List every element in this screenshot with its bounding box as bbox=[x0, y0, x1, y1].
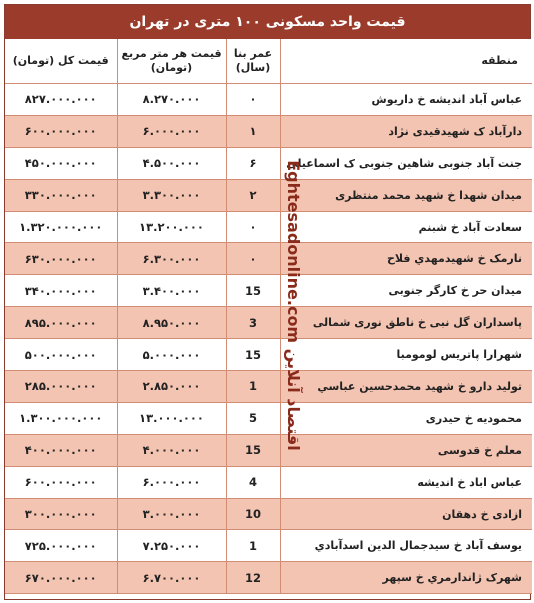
cell-price-per-m: ۱۳.۲۰۰.۰۰۰ bbox=[117, 211, 226, 243]
cell-age: 4 bbox=[226, 466, 280, 498]
table-row bbox=[5, 275, 532, 307]
cell-price-per-m: ۲.۸۵۰.۰۰۰ bbox=[117, 371, 226, 403]
table-row bbox=[5, 147, 532, 179]
cell-total-price: ۱.۳۰۰.۰۰۰.۰۰۰ bbox=[5, 402, 117, 434]
cell-age: 10 bbox=[226, 498, 280, 530]
cell-region: سعادت آباد خ شبنم bbox=[280, 211, 532, 243]
cell-region: یوسف آباد خ سیدجمال الدین اسدآبادي bbox=[280, 530, 532, 562]
cell-region: شهرارا پاتریس لومومبا bbox=[280, 339, 532, 371]
cell-age: 5 bbox=[226, 402, 280, 434]
cell-price-per-m: ۵.۰۰۰.۰۰۰ bbox=[117, 339, 226, 371]
cell-total-price: ۴۰۰.۰۰۰.۰۰۰ bbox=[5, 434, 117, 466]
cell-total-price: ۶۰۰.۰۰۰.۰۰۰ bbox=[5, 466, 117, 498]
cell-age: ۰ bbox=[226, 243, 280, 275]
cell-region: محمودیه خ حیدری bbox=[280, 402, 532, 434]
header-region: منطقه bbox=[280, 39, 532, 84]
cell-age: ۰ bbox=[226, 211, 280, 243]
cell-price-per-m: ۳.۴۰۰.۰۰۰ bbox=[117, 275, 226, 307]
table-row bbox=[5, 562, 532, 594]
table-row bbox=[5, 84, 532, 116]
cell-region: میدان حر خ کارگر جنوبی bbox=[280, 275, 532, 307]
cell-age: ۲ bbox=[226, 179, 280, 211]
cell-price-per-m: ۱۳.۰۰۰.۰۰۰ bbox=[117, 402, 226, 434]
cell-total-price: ۴۵۰.۰۰۰.۰۰۰ bbox=[5, 147, 117, 179]
table-row bbox=[5, 530, 532, 562]
cell-age: 15 bbox=[226, 339, 280, 371]
cell-age: 1 bbox=[226, 371, 280, 403]
cell-price-per-m: ۳.۰۰۰.۰۰۰ bbox=[117, 498, 226, 530]
cell-total-price: ۵۰۰.۰۰۰.۰۰۰ bbox=[5, 339, 117, 371]
header-age: عمر بنا (سال) bbox=[226, 39, 280, 84]
cell-age: 3 bbox=[226, 307, 280, 339]
cell-total-price: ۸۹۵.۰۰۰.۰۰۰ bbox=[5, 307, 117, 339]
cell-total-price: ۶۳۰.۰۰۰.۰۰۰ bbox=[5, 243, 117, 275]
cell-total-price: ۲۸۵.۰۰۰.۰۰۰ bbox=[5, 371, 117, 403]
cell-price-per-m: ۴.۰۰۰.۰۰۰ bbox=[117, 434, 226, 466]
cell-price-per-m: ۸.۲۷۰.۰۰۰ bbox=[117, 84, 226, 116]
cell-region: میدان شهدا خ شهید محمد منتظری bbox=[280, 179, 532, 211]
cell-total-price: ۷۲۵.۰۰۰.۰۰۰ bbox=[5, 530, 117, 562]
cell-age: 12 bbox=[226, 562, 280, 594]
cell-age: ۶ bbox=[226, 147, 280, 179]
cell-age: 15 bbox=[226, 434, 280, 466]
cell-region: شهرک ژاندارمري خ سپهر bbox=[280, 562, 532, 594]
cell-age: ۰ bbox=[226, 84, 280, 116]
cell-total-price: ۸۲۷.۰۰۰.۰۰۰ bbox=[5, 84, 117, 116]
table-row bbox=[5, 402, 532, 434]
table-header-row bbox=[5, 39, 532, 84]
table-row bbox=[5, 339, 532, 371]
table-row bbox=[5, 498, 532, 530]
cell-total-price: ۱.۳۲۰.۰۰۰.۰۰۰ bbox=[5, 211, 117, 243]
price-table bbox=[5, 39, 532, 594]
table-row bbox=[5, 211, 532, 243]
cell-region: تولید دارو خ شهید محمدحسین عباسي bbox=[280, 371, 532, 403]
cell-total-price: ۶۰۰.۰۰۰.۰۰۰ bbox=[5, 115, 117, 147]
table-row bbox=[5, 243, 532, 275]
table-row bbox=[5, 466, 532, 498]
table-row bbox=[5, 371, 532, 403]
cell-region: پاسداران گل نبی خ ناطق نوری شمالی bbox=[280, 307, 532, 339]
table-row bbox=[5, 115, 532, 147]
cell-price-per-m: ۷.۲۵۰.۰۰۰ bbox=[117, 530, 226, 562]
cell-region: عباس آباد اندیشه خ داریوش bbox=[280, 84, 532, 116]
cell-region: معلم خ قدوسی bbox=[280, 434, 532, 466]
cell-region: جنت آباد جنوبی شاهین جنوبی ک اسماعیلی bbox=[280, 147, 532, 179]
cell-region: عباس اباد خ اندیشه bbox=[280, 466, 532, 498]
header-price-per-m: قیمت هر متر مربع (تومان) bbox=[117, 39, 226, 84]
cell-price-per-m: ۶.۰۰۰.۰۰۰ bbox=[117, 466, 226, 498]
price-table-card bbox=[4, 4, 531, 600]
cell-total-price: ۶۷۰.۰۰۰.۰۰۰ bbox=[5, 562, 117, 594]
cell-age: 1 bbox=[226, 530, 280, 562]
cell-total-price: ۳۴۰.۰۰۰.۰۰۰ bbox=[5, 275, 117, 307]
cell-total-price: ۳۰۰.۰۰۰.۰۰۰ bbox=[5, 498, 117, 530]
cell-region: ازادی خ دهقان bbox=[280, 498, 532, 530]
table-row bbox=[5, 179, 532, 211]
cell-price-per-m: ۳.۳۰۰.۰۰۰ bbox=[117, 179, 226, 211]
cell-total-price: ۳۳۰.۰۰۰.۰۰۰ bbox=[5, 179, 117, 211]
cell-price-per-m: ۶.۷۰۰.۰۰۰ bbox=[117, 562, 226, 594]
cell-price-per-m: ۶.۰۰۰.۰۰۰ bbox=[117, 115, 226, 147]
cell-price-per-m: ۸.۹۵۰.۰۰۰ bbox=[117, 307, 226, 339]
table-row bbox=[5, 434, 532, 466]
cell-price-per-m: ۶.۳۰۰.۰۰۰ bbox=[117, 243, 226, 275]
cell-region: نارمک خ شهیدمهدي فلاح bbox=[280, 243, 532, 275]
cell-age: ۱ bbox=[226, 115, 280, 147]
header-total-price: قیمت کل (تومان) bbox=[5, 39, 117, 84]
table-title: قیمت واحد مسکونی ۱۰۰ متری در تهران bbox=[5, 5, 530, 39]
cell-age: 15 bbox=[226, 275, 280, 307]
cell-price-per-m: ۴.۵۰۰.۰۰۰ bbox=[117, 147, 226, 179]
watermark-text: Eghtesadonline.com اقتصاد آنلاین bbox=[283, 159, 303, 451]
cell-region: دارآباد ک شهیدقیدی نژاد bbox=[280, 115, 532, 147]
table-row bbox=[5, 307, 532, 339]
